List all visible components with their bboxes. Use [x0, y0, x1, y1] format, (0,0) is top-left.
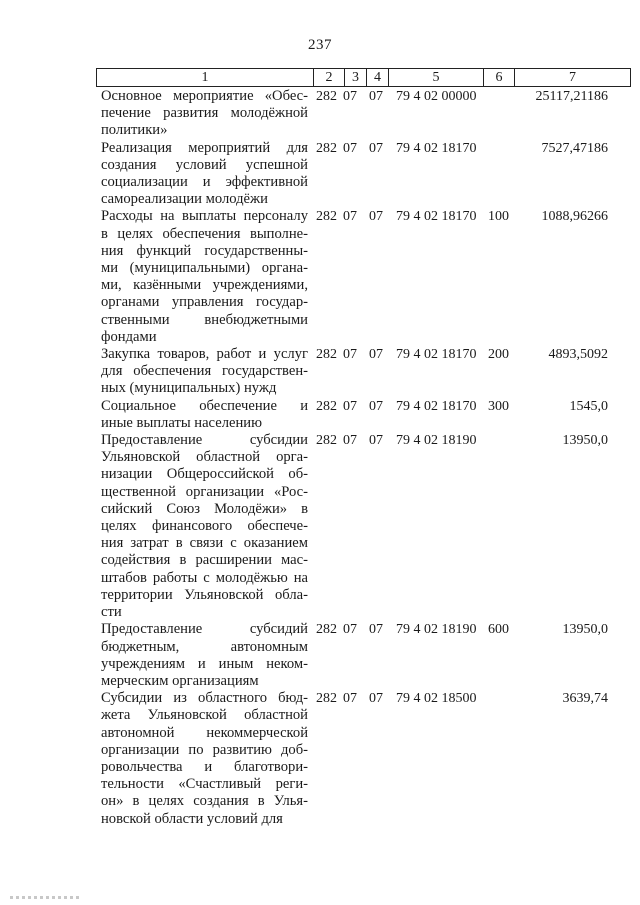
description-line: Реализация мероприятий для — [101, 139, 308, 156]
row-description — [101, 621, 308, 690]
column-header-3: 3 — [345, 69, 367, 87]
description-line: Социальное обеспечение и — [101, 397, 308, 414]
table-row — [0, 690, 640, 828]
row-column-2: 282 — [316, 140, 337, 156]
description-line: целях финансового обеспече- — [101, 518, 308, 535]
row-column-3: 07 — [343, 691, 357, 707]
description-line: мерческим организациям — [101, 672, 259, 689]
description-line: содействия в расширении мас- — [101, 552, 308, 569]
row-column-5: 79 4 02 18190 — [396, 622, 477, 638]
table-row — [0, 208, 640, 346]
row-column-3: 07 — [343, 209, 357, 225]
row-column-3: 07 — [343, 622, 357, 638]
description-line: политики» — [101, 122, 168, 139]
row-column-3: 07 — [343, 398, 357, 414]
row-column-7: 13950,0 — [562, 622, 608, 638]
row-column-7: 25117,21186 — [535, 89, 608, 104]
row-column-7: 1545,0 — [569, 398, 608, 414]
description-line: Закупка товаров, работ и услуг — [101, 346, 308, 363]
description-line: ния затрат в связи с оказанием — [101, 535, 308, 552]
row-column-5: 79 4 02 00000 — [396, 89, 477, 104]
column-header-1: 1 — [97, 69, 314, 87]
description-line: он» в целях создания в Улья- — [101, 793, 308, 810]
table-row — [0, 346, 640, 398]
description-line: ния функций государственны- — [101, 242, 308, 259]
description-line: в целях обеспечения выполне- — [101, 225, 308, 242]
description-line: для обеспечения государствен- — [101, 363, 308, 380]
description-line: жета Ульяновской областной — [101, 707, 308, 724]
row-column-7: 7527,47186 — [541, 140, 608, 156]
row-column-4: 07 — [369, 89, 383, 104]
description-line: создания условий успешной — [101, 156, 308, 173]
row-column-7: 4893,5092 — [548, 347, 608, 363]
description-line: Предоставление субсидии — [101, 432, 308, 449]
description-line: ственными внебюджетными — [101, 311, 308, 328]
row-column-2: 282 — [316, 347, 337, 363]
description-line: органами управления государ- — [101, 294, 308, 311]
description-line: Ульяновской областной орга- — [101, 449, 308, 466]
description-line: Основное мероприятие «Обес- — [101, 88, 308, 104]
row-description — [101, 88, 308, 140]
column-header-table — [96, 68, 631, 87]
description-line: Предоставление субсидий — [101, 621, 308, 638]
description-line: тельности «Счастливый реги- — [101, 776, 308, 793]
description-line: бюджетным, автономным — [101, 638, 308, 655]
description-line: социализации и эффективной — [101, 174, 308, 191]
column-header-2: 2 — [314, 69, 345, 87]
row-column-5: 79 4 02 18170 — [396, 398, 477, 414]
description-line: низации Общероссийской об- — [101, 466, 308, 483]
description-line: ровольчества и благотвори- — [101, 758, 308, 775]
page-number: 237 — [308, 37, 332, 53]
row-column-5: 79 4 02 18170 — [396, 347, 477, 363]
description-line: ми (муниципальными) органа- — [101, 260, 308, 277]
table-row — [0, 88, 640, 140]
row-column-6: 300 — [488, 398, 509, 414]
row-column-5: 79 4 02 18170 — [396, 209, 477, 225]
row-column-3: 07 — [343, 89, 357, 104]
row-column-5: 79 4 02 18190 — [396, 433, 477, 449]
row-column-4: 07 — [369, 622, 383, 638]
description-line: фондами — [101, 328, 157, 345]
table-row — [0, 398, 640, 432]
row-column-5: 79 4 02 18170 — [396, 140, 477, 156]
row-column-6: 600 — [488, 622, 509, 638]
description-line: территории Ульяновской обла- — [101, 586, 308, 603]
row-column-4: 07 — [369, 347, 383, 363]
description-line: иные выплаты населению — [101, 414, 262, 431]
row-description — [101, 398, 308, 432]
row-column-3: 07 — [343, 433, 357, 449]
table-row — [0, 621, 640, 690]
description-line: печение развития молодёжной — [101, 105, 308, 122]
row-description — [101, 346, 308, 398]
row-column-2: 282 — [316, 622, 337, 638]
description-line: самореализации молодёжи — [101, 191, 268, 208]
row-column-4: 07 — [369, 398, 383, 414]
description-line: организации по развитию доб- — [101, 741, 308, 758]
row-column-2: 282 — [316, 209, 337, 225]
row-column-2: 282 — [316, 433, 337, 449]
column-header-5: 5 — [389, 69, 484, 87]
column-header-7: 7 — [515, 69, 631, 87]
description-line: щественной организации «Рос- — [101, 483, 308, 500]
description-line: учреждениям и иным неком- — [101, 655, 308, 672]
description-line: новской области условий для — [101, 810, 283, 827]
row-column-7: 13950,0 — [562, 433, 608, 449]
column-header-row — [97, 69, 631, 87]
description-line: Расходы на выплаты персоналу — [101, 208, 308, 225]
column-header-6: 6 — [484, 69, 515, 87]
budget-table-body — [0, 88, 640, 828]
description-line: сийский Союз Молодёжи» в — [101, 500, 308, 517]
row-column-7: 1088,96266 — [541, 209, 608, 225]
scan-edge-marks — [10, 896, 80, 899]
row-description — [101, 140, 308, 209]
row-column-4: 07 — [369, 433, 383, 449]
row-column-5: 79 4 02 18500 — [396, 691, 477, 707]
row-column-2: 282 — [316, 691, 337, 707]
row-column-6: 100 — [488, 209, 509, 225]
row-column-4: 07 — [369, 209, 383, 225]
row-description — [101, 432, 308, 621]
row-column-3: 07 — [343, 140, 357, 156]
row-column-2: 282 — [316, 398, 337, 414]
description-line: Субсидии из областного бюд- — [101, 690, 308, 707]
description-line: ми, казёнными учреждениями, — [101, 277, 308, 294]
row-column-3: 07 — [343, 347, 357, 363]
row-column-4: 07 — [369, 140, 383, 156]
column-header-4: 4 — [367, 69, 389, 87]
row-description — [101, 690, 308, 828]
description-line: автономной некоммерческой — [101, 724, 308, 741]
row-description — [101, 208, 308, 346]
row-column-2: 282 — [316, 89, 337, 104]
description-line: сти — [101, 604, 122, 621]
table-row — [0, 432, 640, 621]
row-column-4: 07 — [369, 691, 383, 707]
description-line: штабов работы с молодёжью на — [101, 569, 308, 586]
row-column-7: 3639,74 — [562, 691, 608, 707]
table-row — [0, 140, 640, 209]
row-column-6: 200 — [488, 347, 509, 363]
description-line: ных (муниципальных) нужд — [101, 380, 277, 397]
